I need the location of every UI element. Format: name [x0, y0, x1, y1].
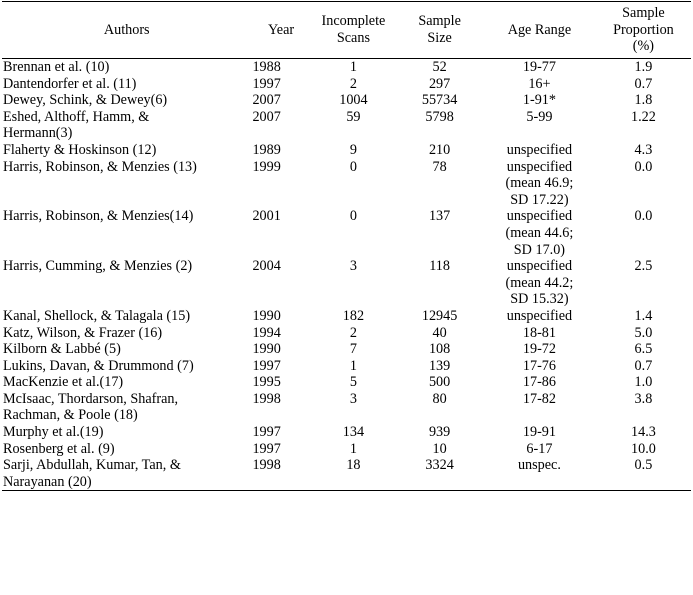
cell-year: 1997: [252, 440, 281, 457]
cell-incomplete-scans: 0: [349, 158, 357, 175]
cell-year: 2007: [252, 92, 281, 109]
table-row: [2, 208, 691, 258]
cell-sample-proportion: 0.5: [596, 457, 691, 491]
cell-authors: Katz, Wilson, & Frazer (16): [3, 324, 163, 341]
cell-authors: Brennan et al. (10): [3, 59, 110, 75]
cell-incomplete-scans: 1: [349, 357, 357, 374]
cell-sample-proportion: 1.22: [631, 108, 656, 125]
table-row: [2, 109, 691, 142]
table-row: [2, 457, 691, 491]
cell-authors: MacKenzie et al.(17): [3, 374, 124, 391]
cell-sample-proportion: 6.5: [634, 341, 653, 358]
cell-authors: Lukins, Davan, & Drummond (7): [3, 357, 194, 374]
table-row: [2, 308, 691, 325]
cell-year: 1989: [252, 141, 281, 158]
cell-sample-size: 10: [432, 440, 447, 457]
cell-sample-size: 52: [432, 59, 447, 75]
table-header-row: [2, 2, 691, 59]
cell-age-range: 16+: [528, 75, 551, 92]
cell-authors: Sarji, Abdullah, Kumar, Tan, & Narayanan (20): [2, 457, 251, 491]
cell-sample-size: 40: [432, 324, 447, 341]
cell-authors: Kilborn & Labbé (5): [3, 341, 121, 358]
cell-sample-size: 5798: [425, 108, 454, 125]
table-row: [2, 358, 691, 375]
cell-incomplete-scans: 0: [349, 208, 357, 225]
cell-incomplete-scans: 3: [349, 258, 357, 275]
cell-sample-size: 12945: [421, 307, 458, 324]
cell-age-range: 17-86: [522, 374, 556, 391]
incomplete-scans-table: [2, 1, 691, 491]
cell-sample-proportion: 1.8: [634, 92, 653, 109]
cell-age-range: 1-91*: [522, 92, 556, 109]
cell-sample-proportion: 1.4: [634, 307, 653, 324]
cell-sample-proportion: 10.0: [631, 440, 656, 457]
cell-authors: Harris, Robinson, & Menzies(14): [3, 208, 194, 225]
header-sample-proportion: Sample Proportion (%): [596, 2, 691, 59]
table-row: [2, 424, 691, 441]
cell-incomplete-scans: 3: [349, 390, 357, 407]
cell-incomplete-scans: 5: [349, 374, 357, 391]
cell-incomplete-scans: 2: [349, 75, 357, 92]
cell-sample-proportion: 5.0: [634, 324, 653, 341]
cell-sample-size: 139: [428, 357, 451, 374]
cell-incomplete-scans: 9: [349, 141, 357, 158]
cell-age-range: unspecified (mean 46.9; SD 17.22): [505, 158, 574, 208]
header-age-range: Age Range: [483, 2, 596, 59]
cell-sample-proportion: 1.9: [634, 59, 653, 75]
cell-year: 1998: [252, 390, 281, 407]
cell-year: 1998: [251, 457, 310, 491]
cell-incomplete-scans: 2: [349, 324, 357, 341]
cell-sample-proportion: 0.0: [634, 158, 653, 175]
cell-incomplete-scans: 1: [349, 440, 357, 457]
table-body: [2, 59, 691, 491]
table-row: [2, 59, 691, 76]
cell-age-range: 6-17: [526, 440, 553, 457]
cell-age-range: 19-77: [522, 59, 556, 75]
cell-sample-size: 55734: [421, 92, 458, 109]
cell-authors: Kanal, Shellock, & Talagala (15): [3, 307, 191, 324]
cell-authors: Murphy et al.(19): [3, 424, 104, 441]
table-row: [2, 258, 691, 308]
cell-incomplete-scans: 59: [346, 108, 361, 125]
cell-year: 2007: [252, 108, 281, 125]
cell-incomplete-scans: 18: [311, 457, 396, 491]
cell-age-range: unspecified (mean 44.6; SD 17.0): [505, 208, 574, 258]
cell-sample-size: 210: [428, 141, 451, 158]
header-incomplete-scans: Incomplete Scans: [311, 2, 396, 59]
cell-year: 1995: [252, 374, 281, 391]
cell-sample-size: 3324: [396, 457, 483, 491]
cell-authors: Harris, Cumming, & Menzies (2): [3, 258, 193, 275]
table-row: [2, 159, 691, 209]
cell-year: 2001: [252, 208, 281, 225]
cell-age-range: unspec.: [483, 457, 596, 491]
cell-sample-size: 939: [428, 424, 451, 441]
cell-age-range: unspecified: [506, 307, 573, 324]
cell-sample-size: 80: [432, 390, 447, 407]
cell-year: 1990: [252, 341, 281, 358]
cell-authors: Dewey, Schink, & Dewey(6): [3, 92, 168, 109]
cell-age-range: unspecified: [506, 141, 573, 158]
cell-year: 1988: [252, 59, 281, 75]
cell-age-range: unspecified (mean 44.2; SD 15.32): [505, 258, 574, 308]
cell-year: 2004: [252, 258, 281, 275]
table-row: [2, 325, 691, 342]
cell-incomplete-scans: 7: [349, 341, 357, 358]
cell-incomplete-scans: 1: [349, 59, 357, 75]
cell-incomplete-scans: 1004: [339, 92, 368, 109]
cell-year: 1997: [252, 75, 281, 92]
cell-year: 1994: [252, 324, 281, 341]
cell-year: 1990: [252, 307, 281, 324]
cell-age-range: 19-72: [522, 341, 556, 358]
table-row: [2, 76, 691, 93]
cell-authors: Rosenberg et al. (9): [3, 440, 115, 457]
cell-age-range: 5-99: [526, 108, 553, 125]
cell-sample-proportion: 0.0: [634, 208, 653, 225]
cell-year: 1999: [252, 158, 281, 175]
table-row: [2, 441, 691, 458]
header-year: Year: [251, 2, 310, 59]
cell-sample-size: 297: [428, 75, 451, 92]
cell-incomplete-scans: 134: [342, 424, 365, 441]
cell-sample-size: 137: [428, 208, 451, 225]
table-row: [2, 92, 691, 109]
cell-sample-size: 108: [428, 341, 451, 358]
cell-authors: Eshed, Althoff, Hamm, & Hermann(3): [3, 108, 150, 142]
cell-authors: Dantendorfer et al. (11): [3, 75, 137, 92]
table-row: [2, 341, 691, 358]
cell-authors: McIsaac, Thordarson, Shafran, Rachman, & Poole (18): [3, 390, 179, 424]
cell-sample-proportion: 4.3: [634, 141, 653, 158]
cell-sample-size: 500: [428, 374, 451, 391]
cell-sample-proportion: 3.8: [634, 390, 653, 407]
header-sample-size: Sample Size: [396, 2, 483, 59]
cell-age-range: 17-76: [522, 357, 556, 374]
cell-incomplete-scans: 182: [342, 307, 365, 324]
cell-sample-proportion: 1.0: [634, 374, 653, 391]
cell-sample-proportion: 0.7: [634, 357, 653, 374]
cell-year: 1997: [252, 357, 281, 374]
cell-sample-proportion: 0.7: [634, 75, 653, 92]
header-authors: Authors: [2, 2, 251, 59]
cell-sample-proportion: 2.5: [634, 258, 653, 275]
cell-sample-size: 78: [432, 158, 447, 175]
table-row: [2, 391, 691, 424]
cell-age-range: 18-81: [522, 324, 556, 341]
cell-authors: Flaherty & Hoskinson (12): [3, 141, 157, 158]
cell-sample-size: 118: [429, 258, 450, 275]
cell-year: 1997: [252, 424, 281, 441]
table-row: [2, 374, 691, 391]
cell-age-range: 19-91: [522, 424, 556, 441]
cell-age-range: 17-82: [522, 390, 556, 407]
table-row: [2, 142, 691, 159]
cell-sample-proportion: 14.3: [631, 424, 656, 441]
cell-authors: Harris, Robinson, & Menzies (13): [3, 158, 197, 175]
